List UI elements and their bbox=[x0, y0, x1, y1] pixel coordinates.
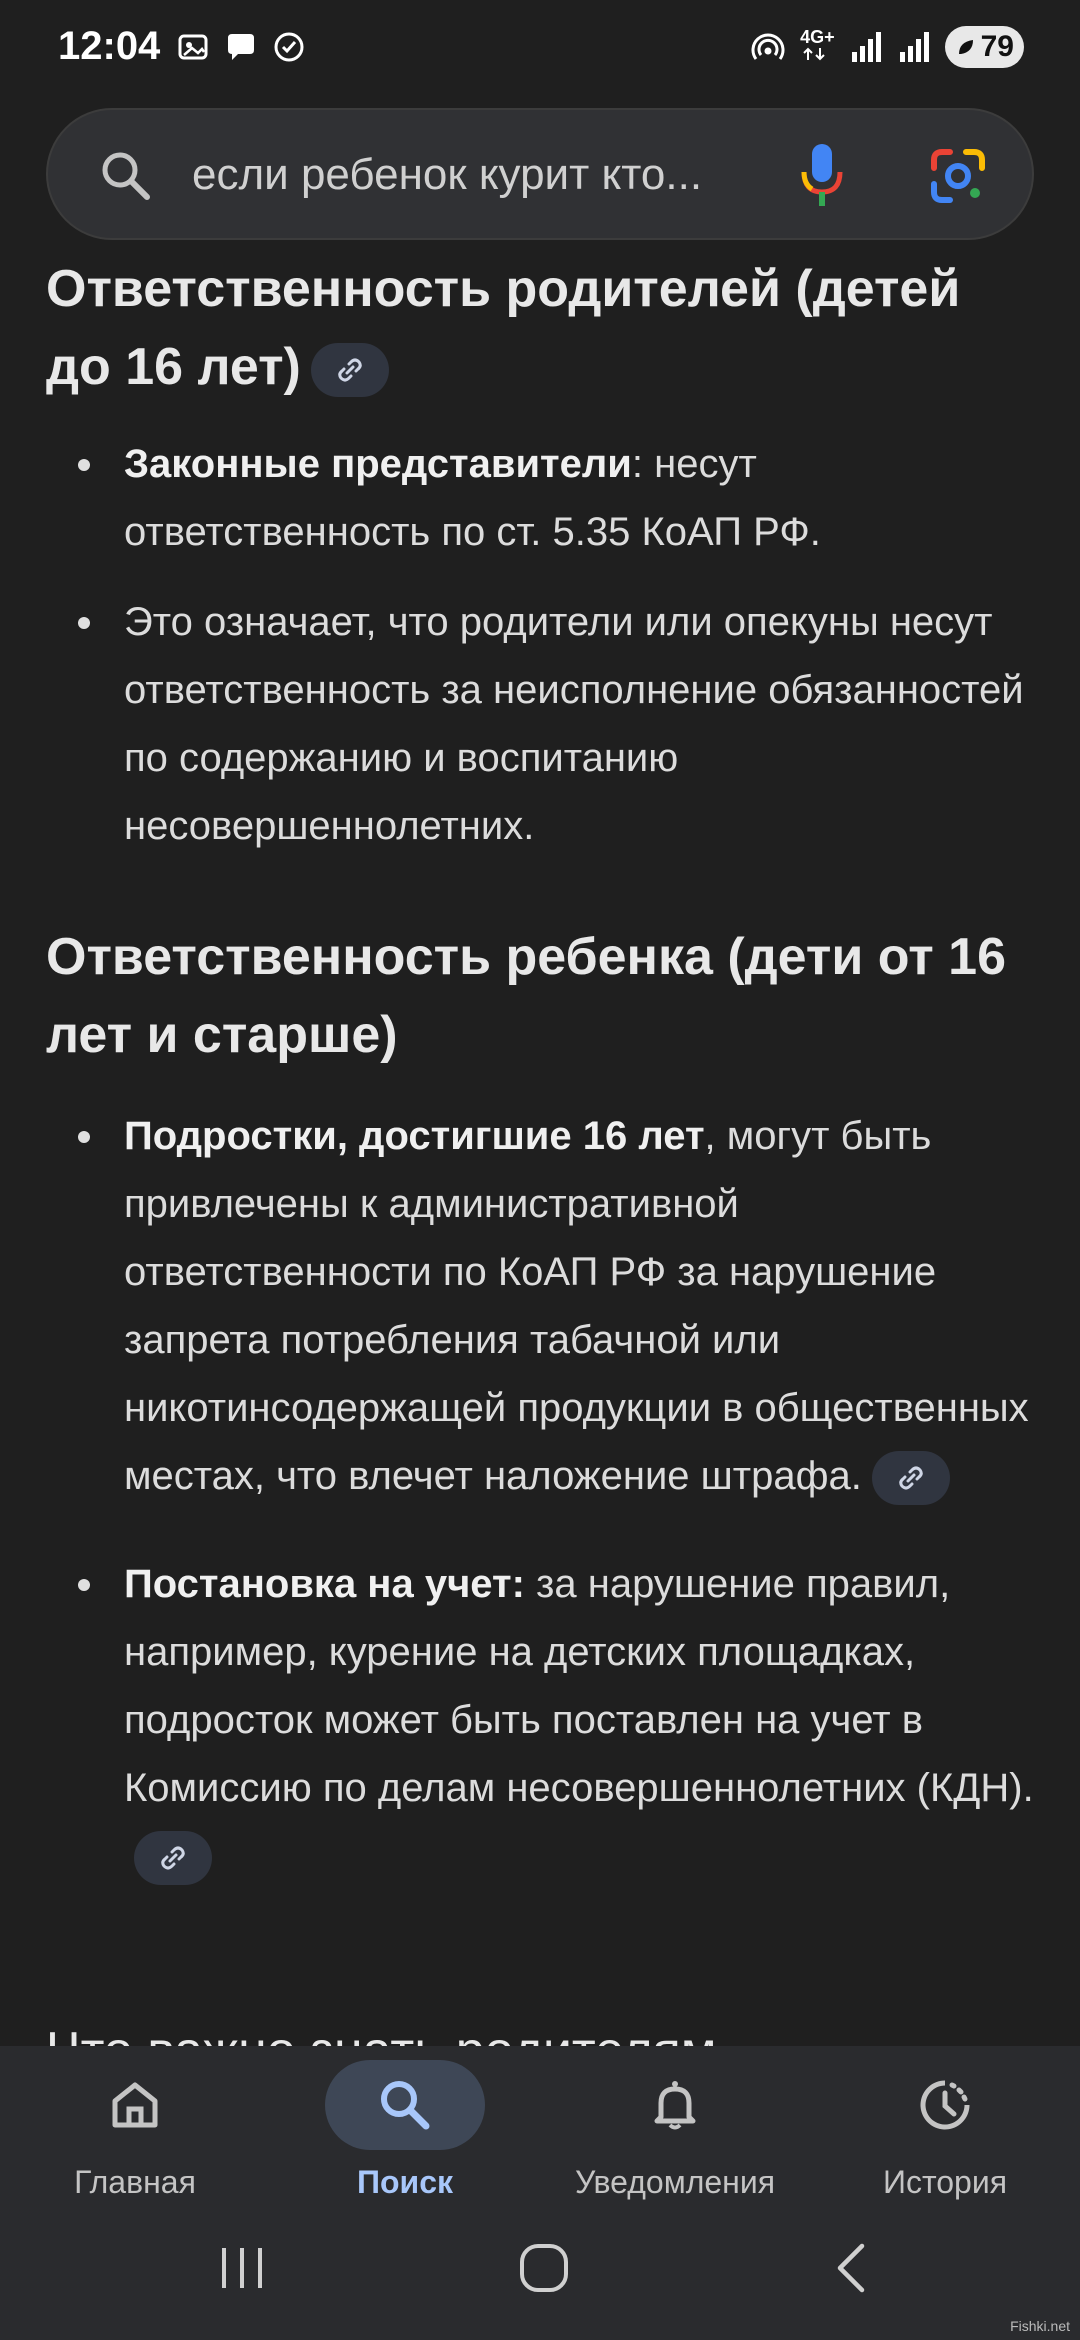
battery-indicator bbox=[945, 26, 1024, 68]
notification-icons bbox=[176, 30, 306, 64]
system-navigation-bar bbox=[0, 2220, 1080, 2320]
bullet-text: , могут быть привлечены к административной ответственности по КоАП РФ за нарушение запрета потребления табачной или никотинсодержащей продукции в общественных местах, что влечет наложение штрафа. bbox=[124, 1114, 1029, 1498]
network-type: 4G+ bbox=[800, 26, 835, 47]
microphone-icon[interactable] bbox=[800, 142, 844, 208]
check-circle-icon bbox=[272, 30, 306, 64]
nav-label: Уведомления bbox=[574, 2164, 776, 2200]
network-indicator bbox=[800, 28, 835, 67]
bullet-bold: Законные представители bbox=[124, 442, 632, 486]
section-heading-parents bbox=[46, 250, 1036, 406]
home-icon bbox=[107, 2077, 163, 2133]
nav-icon-container-active bbox=[325, 2060, 485, 2150]
battery-saver-icon bbox=[955, 36, 977, 58]
status-bar bbox=[0, 0, 1080, 100]
signal-icon bbox=[849, 30, 883, 64]
hotspot-icon bbox=[750, 29, 786, 65]
system-status bbox=[750, 26, 1024, 68]
google-lens-icon[interactable] bbox=[928, 146, 988, 206]
list-item bbox=[46, 430, 1036, 566]
search-icon[interactable] bbox=[98, 148, 154, 204]
list-item bbox=[46, 1550, 1036, 1890]
status-time: 12:04 bbox=[58, 24, 161, 68]
section-heading-child bbox=[46, 918, 1036, 1074]
bullet-bold: Подростки, достигшие 16 лет bbox=[124, 1114, 705, 1158]
bullet-text: за нарушение правил, например, курение на детских площадках, подросток может быть поставлен на учет в Комиссию по делам несовершеннолетних (КДН). bbox=[124, 1562, 1034, 1810]
nav-icon-container bbox=[865, 2060, 1025, 2150]
home-button[interactable] bbox=[516, 2240, 574, 2298]
search-icon bbox=[376, 2076, 434, 2134]
link-icon bbox=[897, 1464, 925, 1492]
parents-bullet-list bbox=[46, 430, 1036, 860]
back-button[interactable] bbox=[824, 2240, 880, 2296]
bullet-bold: Постановка на учет: bbox=[124, 1562, 525, 1606]
history-icon bbox=[916, 2076, 974, 2134]
source-link-button[interactable] bbox=[134, 1831, 212, 1885]
ai-answer-content bbox=[46, 250, 1036, 1910]
link-icon bbox=[159, 1844, 187, 1872]
nav-item-history[interactable] bbox=[810, 2060, 1080, 2201]
source-link-button[interactable] bbox=[311, 343, 389, 397]
source-link-button[interactable] bbox=[872, 1451, 950, 1505]
list-item bbox=[46, 588, 1036, 860]
bullet-text: : несут ответственность по ст. 5.35 КоАП РФ. bbox=[124, 442, 821, 554]
recent-apps-button[interactable] bbox=[214, 2240, 270, 2296]
chat-icon bbox=[224, 30, 258, 64]
search-bar[interactable] bbox=[46, 108, 1034, 240]
nav-label: Поиск bbox=[356, 2164, 454, 2200]
heading-text: Ответственность ребенка (дети от 16 лет и старше) bbox=[46, 928, 1006, 1064]
link-icon bbox=[336, 356, 364, 384]
heading-text: Ответственность родителей (детей до 16 лет) bbox=[46, 260, 961, 396]
nav-label: Главная bbox=[74, 2164, 196, 2200]
bell-icon bbox=[647, 2077, 703, 2133]
nav-icon-container bbox=[55, 2060, 215, 2150]
nav-item-notifications[interactable] bbox=[540, 2060, 810, 2201]
nav-item-search[interactable] bbox=[270, 2060, 540, 2201]
bullet-text: Это означает, что родители или опекуны несут ответственность за неисполнение обязанностей по содержанию и воспитанию несовершеннолетних. bbox=[124, 600, 1024, 848]
nav-icon-container bbox=[595, 2060, 755, 2150]
search-query[interactable]: если ребенок курит кто... bbox=[192, 150, 703, 199]
battery-level: 79 bbox=[980, 30, 1014, 63]
data-arrows-icon bbox=[800, 46, 828, 62]
screenshot-icon bbox=[176, 30, 210, 64]
list-item bbox=[46, 1102, 1036, 1510]
nav-item-home[interactable] bbox=[0, 2060, 270, 2201]
nav-label: История bbox=[882, 2164, 1008, 2200]
child-bullet-list bbox=[46, 1102, 1036, 1890]
watermark: Fishki.net bbox=[1010, 2318, 1070, 2334]
signal-icon-2 bbox=[897, 30, 931, 64]
